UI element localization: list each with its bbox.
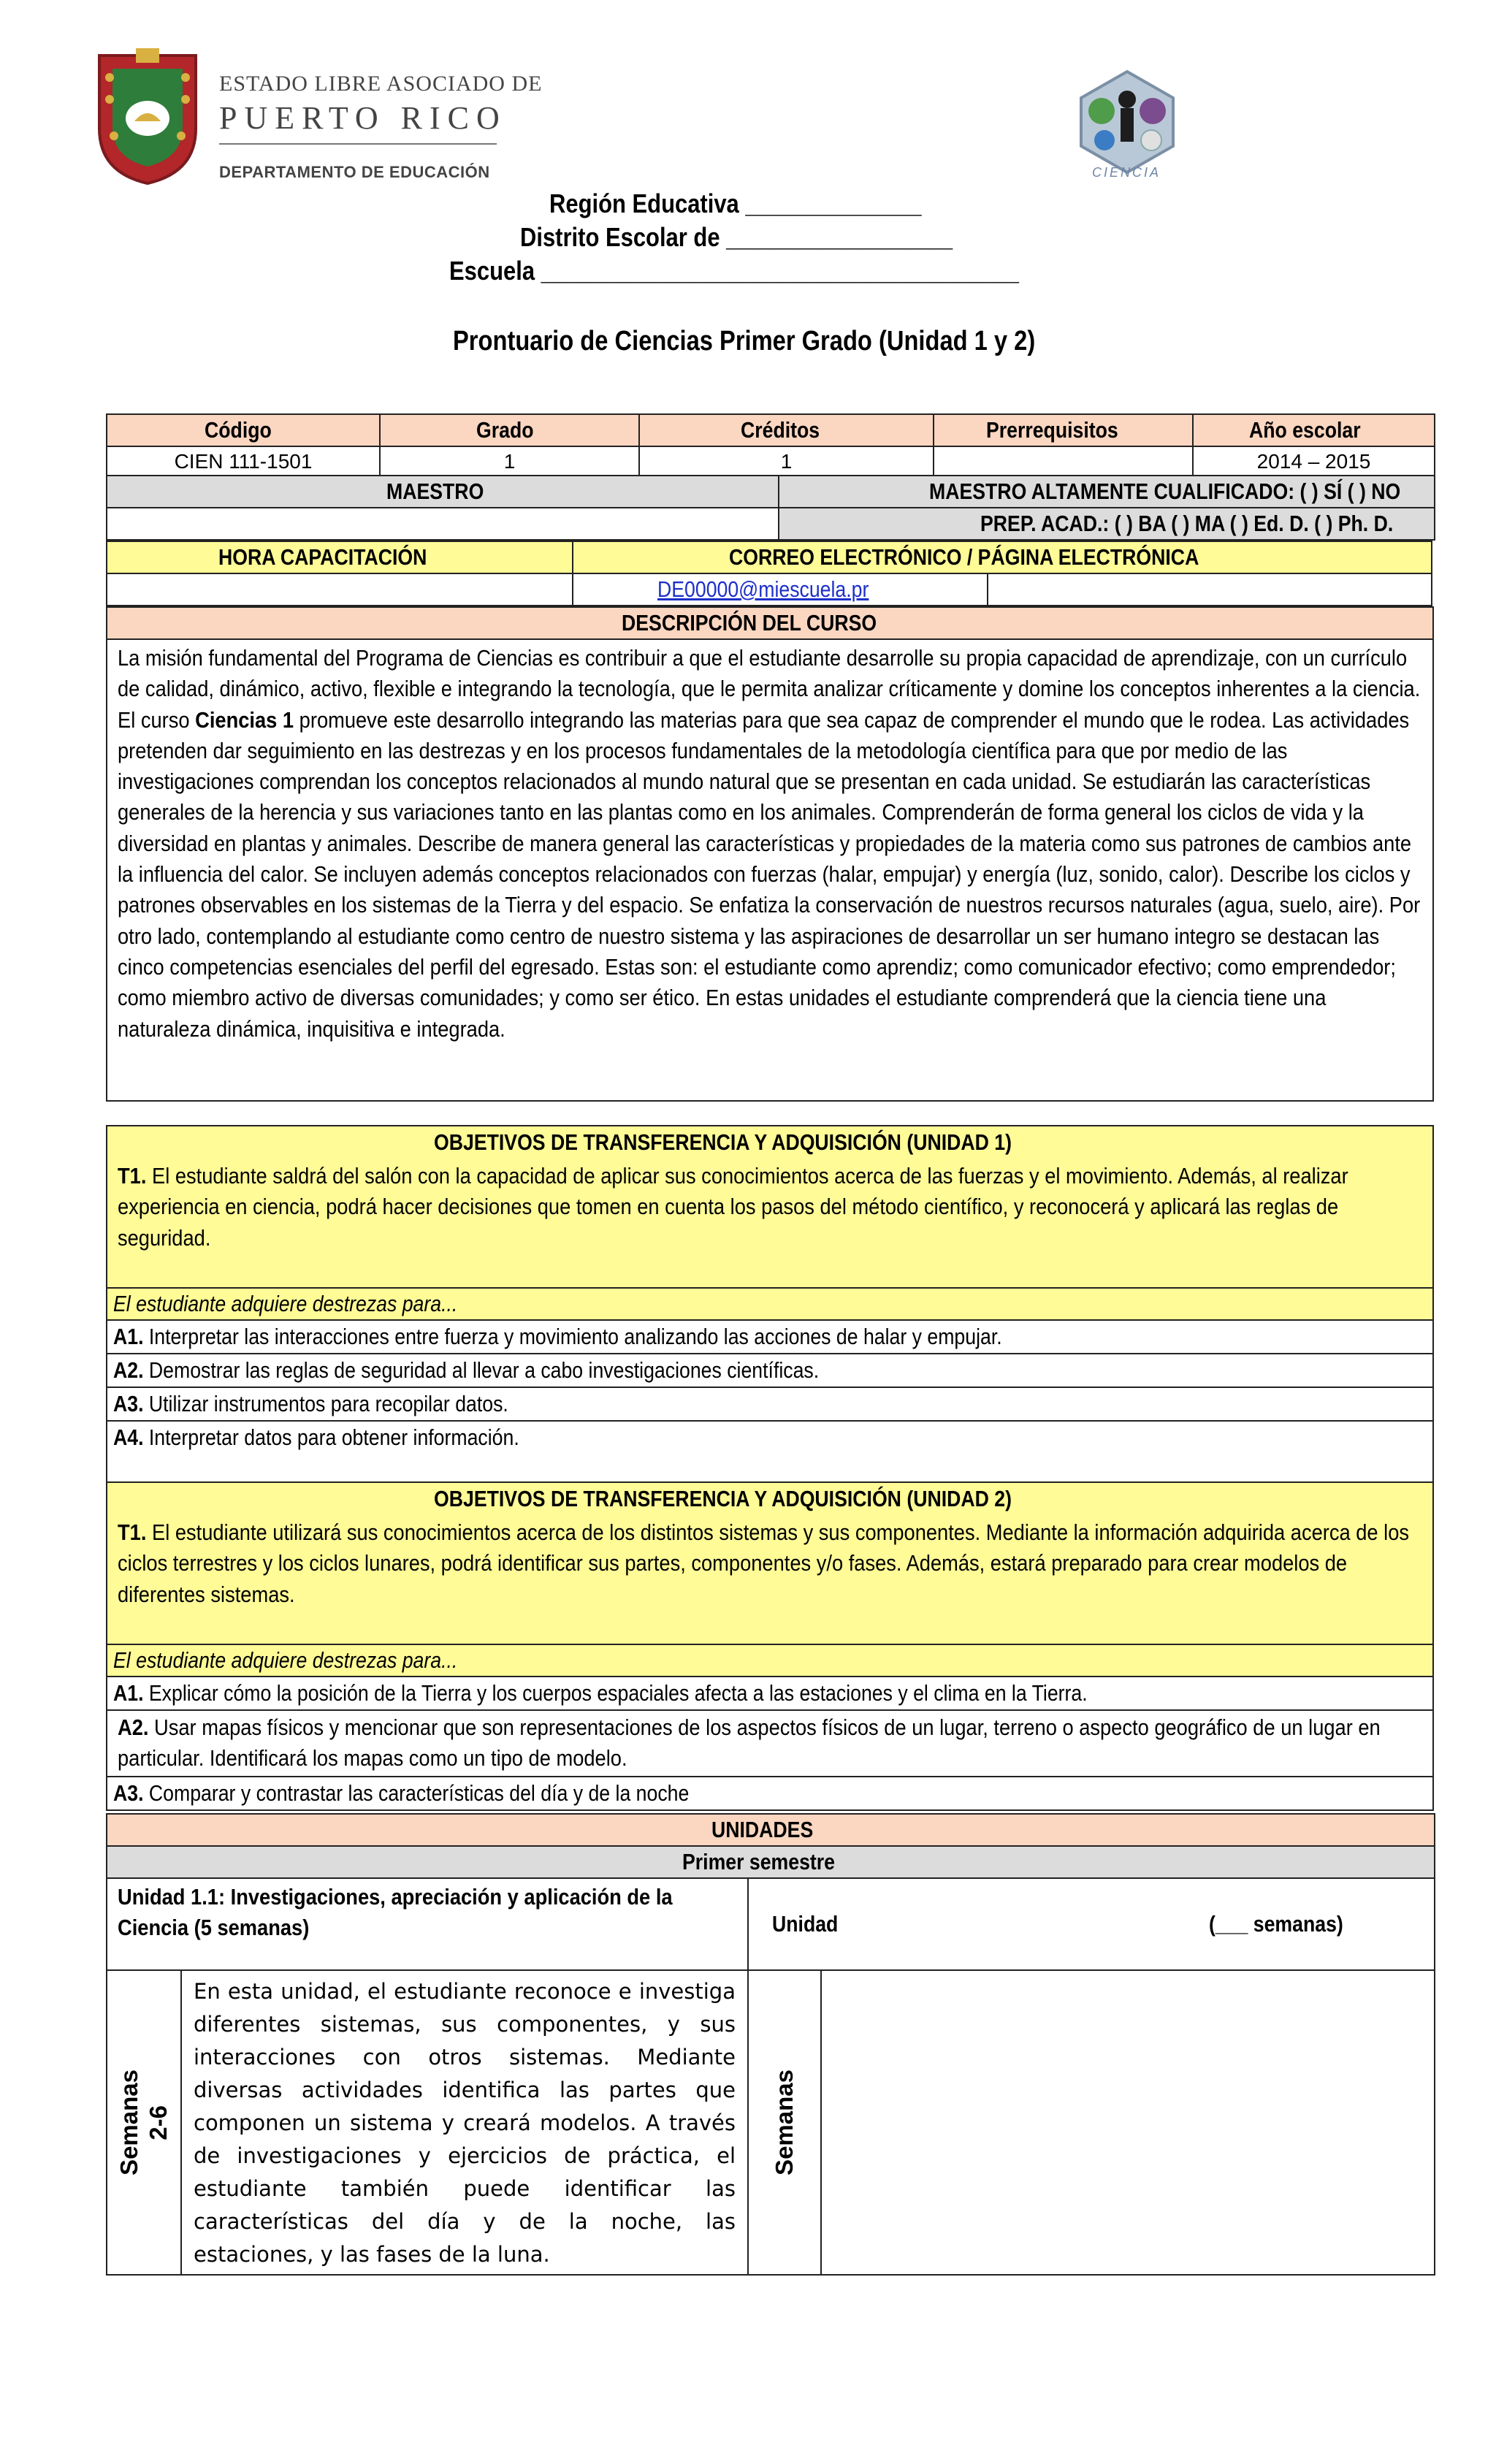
descripcion-table <box>106 606 1434 1102</box>
govt-name-line1: ESTADO LIBRE ASOCIADO DE <box>219 72 543 96</box>
unit2-item-a3: A3. Comparar y contrastar las características del día y de la noche <box>107 1777 1433 1810</box>
distrito-line: Distrito Escolar de __________________ <box>520 222 953 252</box>
unit1-heading: OBJETIVOS DE TRANSFERENCIA Y ADQUISICIÓN (UNIDAD 1) <box>107 1126 1433 1158</box>
course-info-table <box>106 413 1435 478</box>
unit-1-1-title: Unidad 1.1: Investigaciones, apreciación y aplicación de la Ciencia (5 semanas) <box>107 1878 748 1970</box>
govt-name-line2: PUERTO RICO <box>219 100 507 136</box>
unit1-item-a2: A2. Demostrar las reglas de seguridad al llevar a cabo investigaciones científicas. <box>107 1354 1433 1387</box>
unit2-item-a1: A1. Explicar cómo la posición de la Tierra y los cuerpos espaciales afecta a las estaciones y el clima en la Tierra. <box>107 1677 1433 1710</box>
maestro-label: MAESTRO <box>107 476 779 508</box>
unit-1-1-description: En esta unidad, el estudiante reconoce e investiga diferentes sistemas, sus componentes, y sus interacciones con otros sistemas. Mediante diversas actividades identifica las partes que componen un sistema y creará modelos. A través de investigaciones y ejercicios de práctica, el estudiante también puede identificar las características del día y de la noche, las estaciones, y las fases de la luna. <box>181 1970 748 2275</box>
unit1-objectives-table <box>106 1125 1434 1483</box>
hora-value <box>107 573 573 606</box>
unit2-item-a2: A2. Usar mapas físicos y mencionar que son representaciones de los aspectos físicos de un lugar, terreno o aspecto geográfico de un lugar en particular. Identificará los mapas como un tipo de modelo. <box>107 1710 1433 1777</box>
unit2-heading: OBJETIVOS DE TRANSFERENCIA Y ADQUISICIÓN (UNIDAD 2) <box>107 1482 1433 1514</box>
page-header <box>0 0 1496 409</box>
unidad-label: Unidad <box>772 1911 839 1937</box>
value-codigo: CIEN 111-1501 <box>107 446 380 477</box>
page-title: Prontuario de Ciencias Primer Grado (Unidad 1 y 2) <box>453 326 1036 356</box>
header-codigo: Código <box>107 414 380 446</box>
descripcion-text: La misión fundamental del Programa de Ciencias es contribuir a que el estudiante desarrolle su propia capacidad de aprendizaje, con un currículo de calidad, dinámico, activo, flexible e integrando la tecnología, que le permita analizar críticamente y domine los conceptos inherentes a la ciencia. El curso Ciencias 1 promueve este desarrollo integrando las materias para que sea capaz de comprender el mundo que le rodea. Las actividades pretenden dar seguimiento en las destrezas y en los procesos fundamentales de la metodología científica para que por medio de las investigaciones comprendan los conceptos relacionados al mundo natural que se presentan en cada unidad. Se estudiarán las características generales de la herencia y sus variaciones tanto en las plantas como en los animales. Comprenderán de forma general los ciclos de vida y la diversidad en plantas y animales. Describe de manera general las características y propiedades de la materia como sus patrones de cambios ante la influencia del calor. Se incluyen además conceptos relacionados con fuerzas (halar, empujar) y energía (luz, sonido, calor). Describe los ciclos y patrones observables en los sistemas de la Tierra y del espacio. Se enfatiza la conservación de nuestros recursos naturales (agua, suelo, aire). Por otro lado, contemplando al estudiante como centro de nuestro sistema y las aspiraciones de desarrollar un ser humano integro se destacan las cinco competencias esenciales del perfil del egresado. Estas son: el estudiante como aprendiz; como comunicador efectivo; como emprendedor; como miembro activo de diversas comunidades; y como ser ético. En estas unidades el estudiante comprenderá que la ciencia tiene una naturaleza dinámica, inquisitiva e integrada. <box>107 639 1433 1101</box>
email-link-cell[interactable] <box>573 573 988 606</box>
maestro-table <box>106 475 1435 541</box>
value-grado: 1 <box>380 446 639 477</box>
value-ano-escolar: 2014 – 2015 <box>1193 446 1435 477</box>
header-creditos: Créditos <box>639 414 934 446</box>
region-line: Región Educativa ______________ <box>549 188 922 218</box>
primer-semestre: Primer semestre <box>107 1846 1435 1878</box>
correo-label: CORREO ELECTRÓNICO / PÁGINA ELECTRÓNICA <box>573 541 1432 573</box>
unit1-item-a4: A4. Interpretar datos para obtener información. <box>107 1421 1433 1482</box>
hora-capacitacion-label: HORA CAPACITACIÓN <box>107 541 573 573</box>
header-prerrequisitos: Prerrequisitos <box>934 414 1193 446</box>
prep-academica: PREP. ACAD.: ( ) BA ( ) MA ( ) Ed. D. ( ) Ph. D. <box>779 508 1435 540</box>
semanas-left-label: Semanas <box>115 2070 142 2175</box>
unit-blank-title <box>748 1878 1435 1970</box>
unidades-heading: UNIDADES <box>107 1814 1435 1846</box>
unit1-item-a1: A1. Interpretar las interacciones entre fuerza y movimiento analizando las acciones de halar y empujar. <box>107 1320 1433 1354</box>
unit1-t1: T1. El estudiante saldrá del salón con la capacidad de aplicar sus conocimientos acerca de las fuerzas y el movimiento. Además, al realizar experiencia en ciencia, podrá hacer decisiones que tomen en cuenta los pasos del método científico, y reconocerá y aplicará las reglas de seguridad. <box>107 1158 1433 1288</box>
value-creditos: 1 <box>639 446 934 477</box>
maestro-cualificado: MAESTRO ALTAMENTE CUALIFICADO: ( ) SÍ ( ) NO <box>779 476 1435 508</box>
maestro-name-cell <box>107 508 779 540</box>
unidades-table <box>106 1813 1435 2276</box>
descripcion-label: DESCRIPCIÓN DEL CURSO <box>107 607 1433 639</box>
pagina-value <box>988 573 1432 606</box>
header-ano-escolar: Año escolar <box>1193 414 1435 446</box>
unit2-objectives-table <box>106 1481 1434 1811</box>
unit2-t1: T1. El estudiante utilizará sus conocimientos acerca de los distintos sistemas y sus componentes. Mediante la información adquirida acerca de los ciclos terrestres y los ciclos lunares, podrá identificar sus partes, componentes y/o fases. Además, estará preparado para crear modelos de diferentes sistemas. <box>107 1514 1433 1644</box>
ciencia-logo-text: CIENCIA <box>1092 165 1161 180</box>
semanas-left-cell <box>107 1970 181 2275</box>
escuela-line: Escuela ______________________________________ <box>449 256 1019 286</box>
contact-table <box>106 541 1432 606</box>
unit1-item-a3: A3. Utilizar instrumentos para recopilar datos. <box>107 1387 1433 1421</box>
unit1-destrezas: El estudiante adquiere destrezas para... <box>107 1288 1433 1320</box>
semanas-blank: (___ semanas) <box>1209 1911 1343 1937</box>
semanas-range: 2-6 <box>145 2105 172 2140</box>
govt-department: DEPARTAMENTO DE EDUCACIÓN <box>219 163 490 181</box>
value-prerrequisitos <box>934 446 1193 477</box>
unit-blank-description <box>821 1970 1435 2275</box>
email-link[interactable]: DE00000@miescuela.pr <box>657 576 869 602</box>
ciencia-logo-icon <box>1072 67 1182 177</box>
puerto-rico-coat-of-arms-icon <box>92 48 203 187</box>
semanas-right-label: Semanas <box>771 2070 798 2175</box>
logo-divider <box>219 143 497 145</box>
header-grado: Grado <box>380 414 639 446</box>
semanas-right-cell <box>748 1970 821 2275</box>
unit2-destrezas: El estudiante adquiere destrezas para... <box>107 1644 1433 1677</box>
